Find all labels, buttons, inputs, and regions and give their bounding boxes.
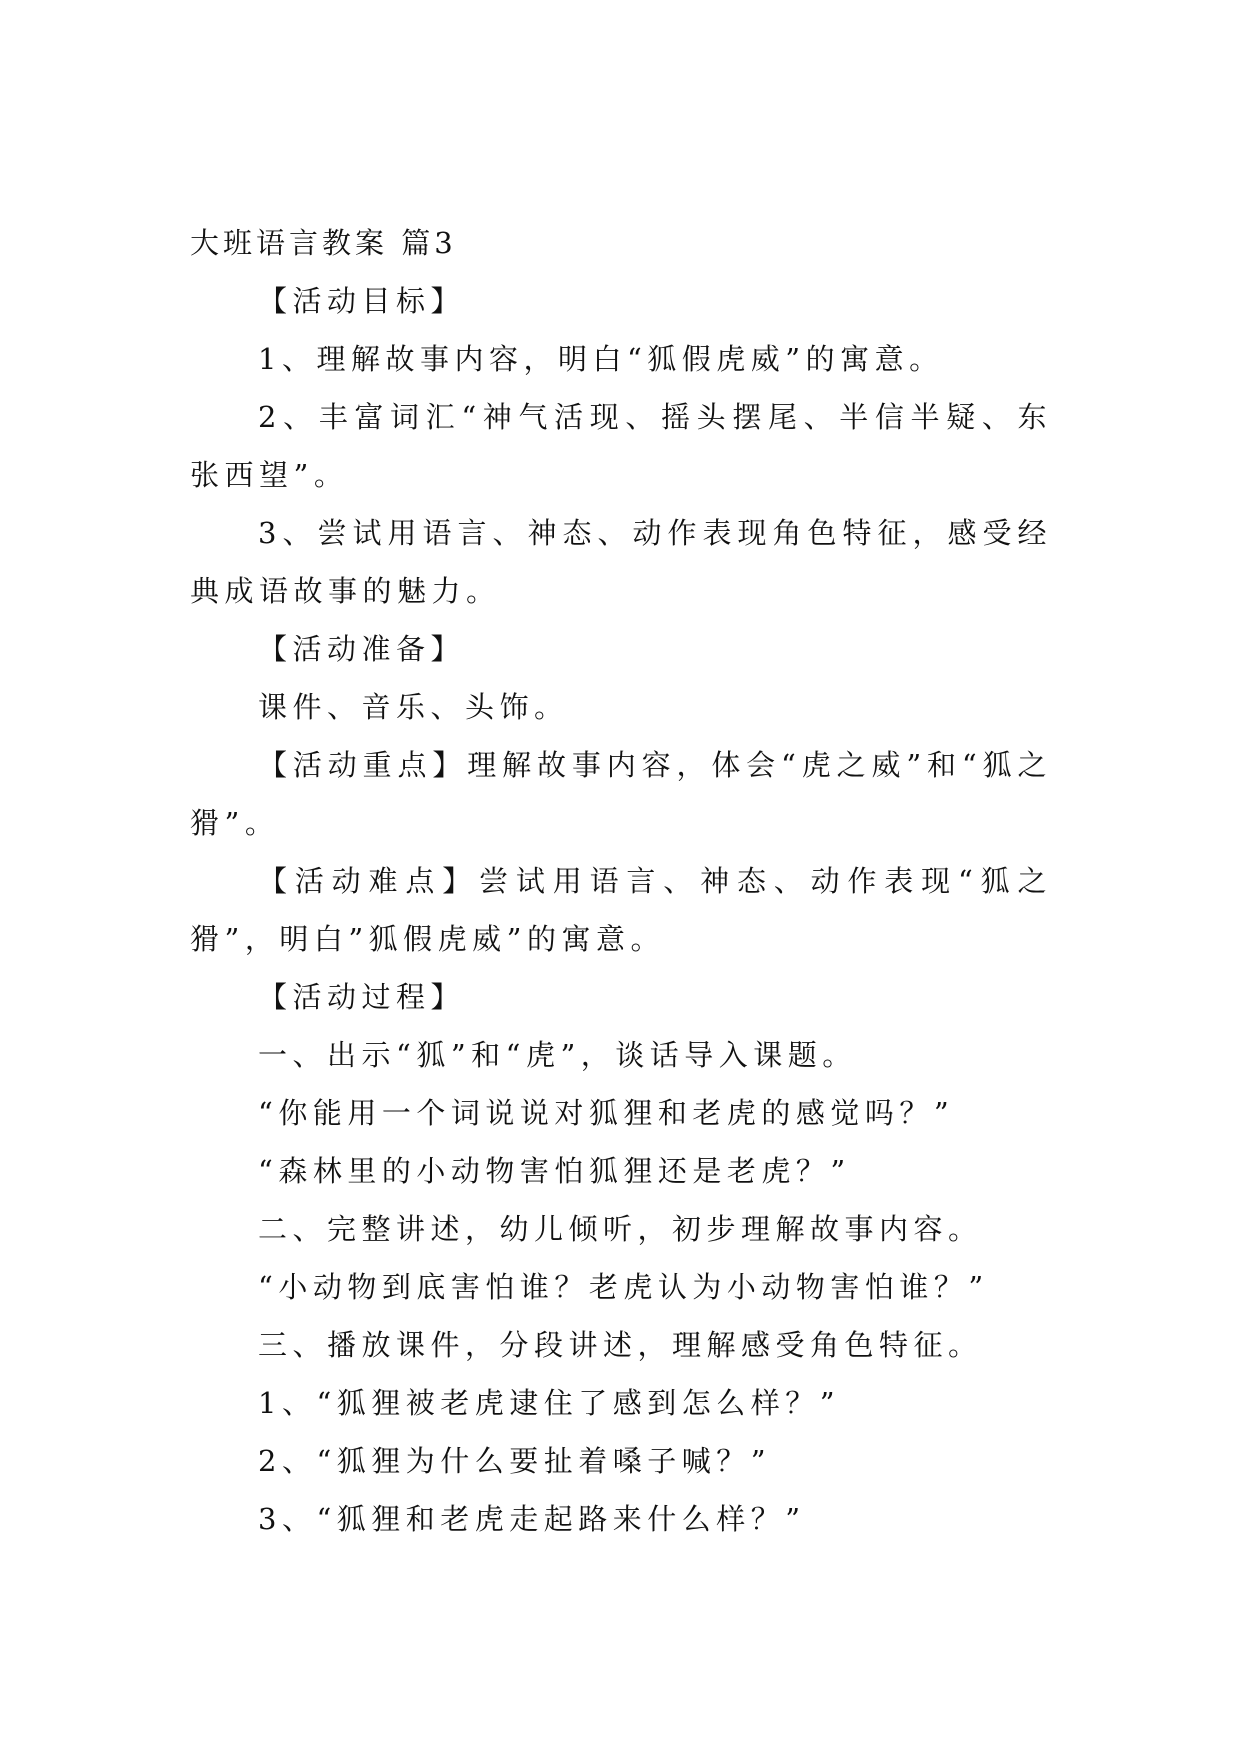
section-heading-goals: 【活动目标】 (258, 284, 466, 318)
question-line: “你能用一个词说说对狐狸和老虎的感觉吗？” (258, 1096, 955, 1130)
question-line: “森林里的小动物害怕狐狸还是老虎？” (258, 1154, 851, 1188)
question-item: 3、“狐狸和老虎走起路来什么样？” (258, 1502, 806, 1536)
process-step-1: 一、出示“狐”和“虎”，谈话导入课题。 (258, 1038, 857, 1072)
process-step-3: 三、播放课件，分段讲述，理解感受角色特征。 (258, 1328, 983, 1362)
difficulty-text: 【活动难点】尝试用语言、神态、动作表现“狐之猾”，明白”狐假虎威”的寓意。 (190, 864, 1052, 956)
question-item: 1、“狐狸被老虎逮住了感到怎么样？” (258, 1386, 841, 1420)
section-heading-process: 【活动过程】 (258, 980, 466, 1014)
document-page (190, 214, 1052, 1548)
section-heading-preparation: 【活动准备】 (258, 632, 466, 666)
goal-item-1: 1、理解故事内容，明白“狐假虎威”的寓意。 (258, 342, 944, 376)
question-line: “小动物到底害怕谁？老虎认为小动物害怕谁？” (258, 1270, 989, 1304)
goal-item-2: 2、丰富词汇“神气活现、摇头摆尾、半信半疑、东张西望”。 (190, 400, 1052, 492)
key-point-text: 【活动重点】理解故事内容，体会“虎之威”和“狐之猾”。 (190, 748, 1052, 840)
preparation-text: 课件、音乐、头饰。 (258, 690, 569, 724)
document-title: 大班语言教案 篇3 (190, 226, 457, 260)
goal-item-3: 3、尝试用语言、神态、动作表现角色特征，感受经典成语故事的魅力。 (190, 516, 1052, 608)
question-item: 2、“狐狸为什么要扯着嗓子喊？” (258, 1444, 772, 1478)
process-step-2: 二、完整讲述，幼儿倾听，初步理解故事内容。 (258, 1212, 983, 1246)
